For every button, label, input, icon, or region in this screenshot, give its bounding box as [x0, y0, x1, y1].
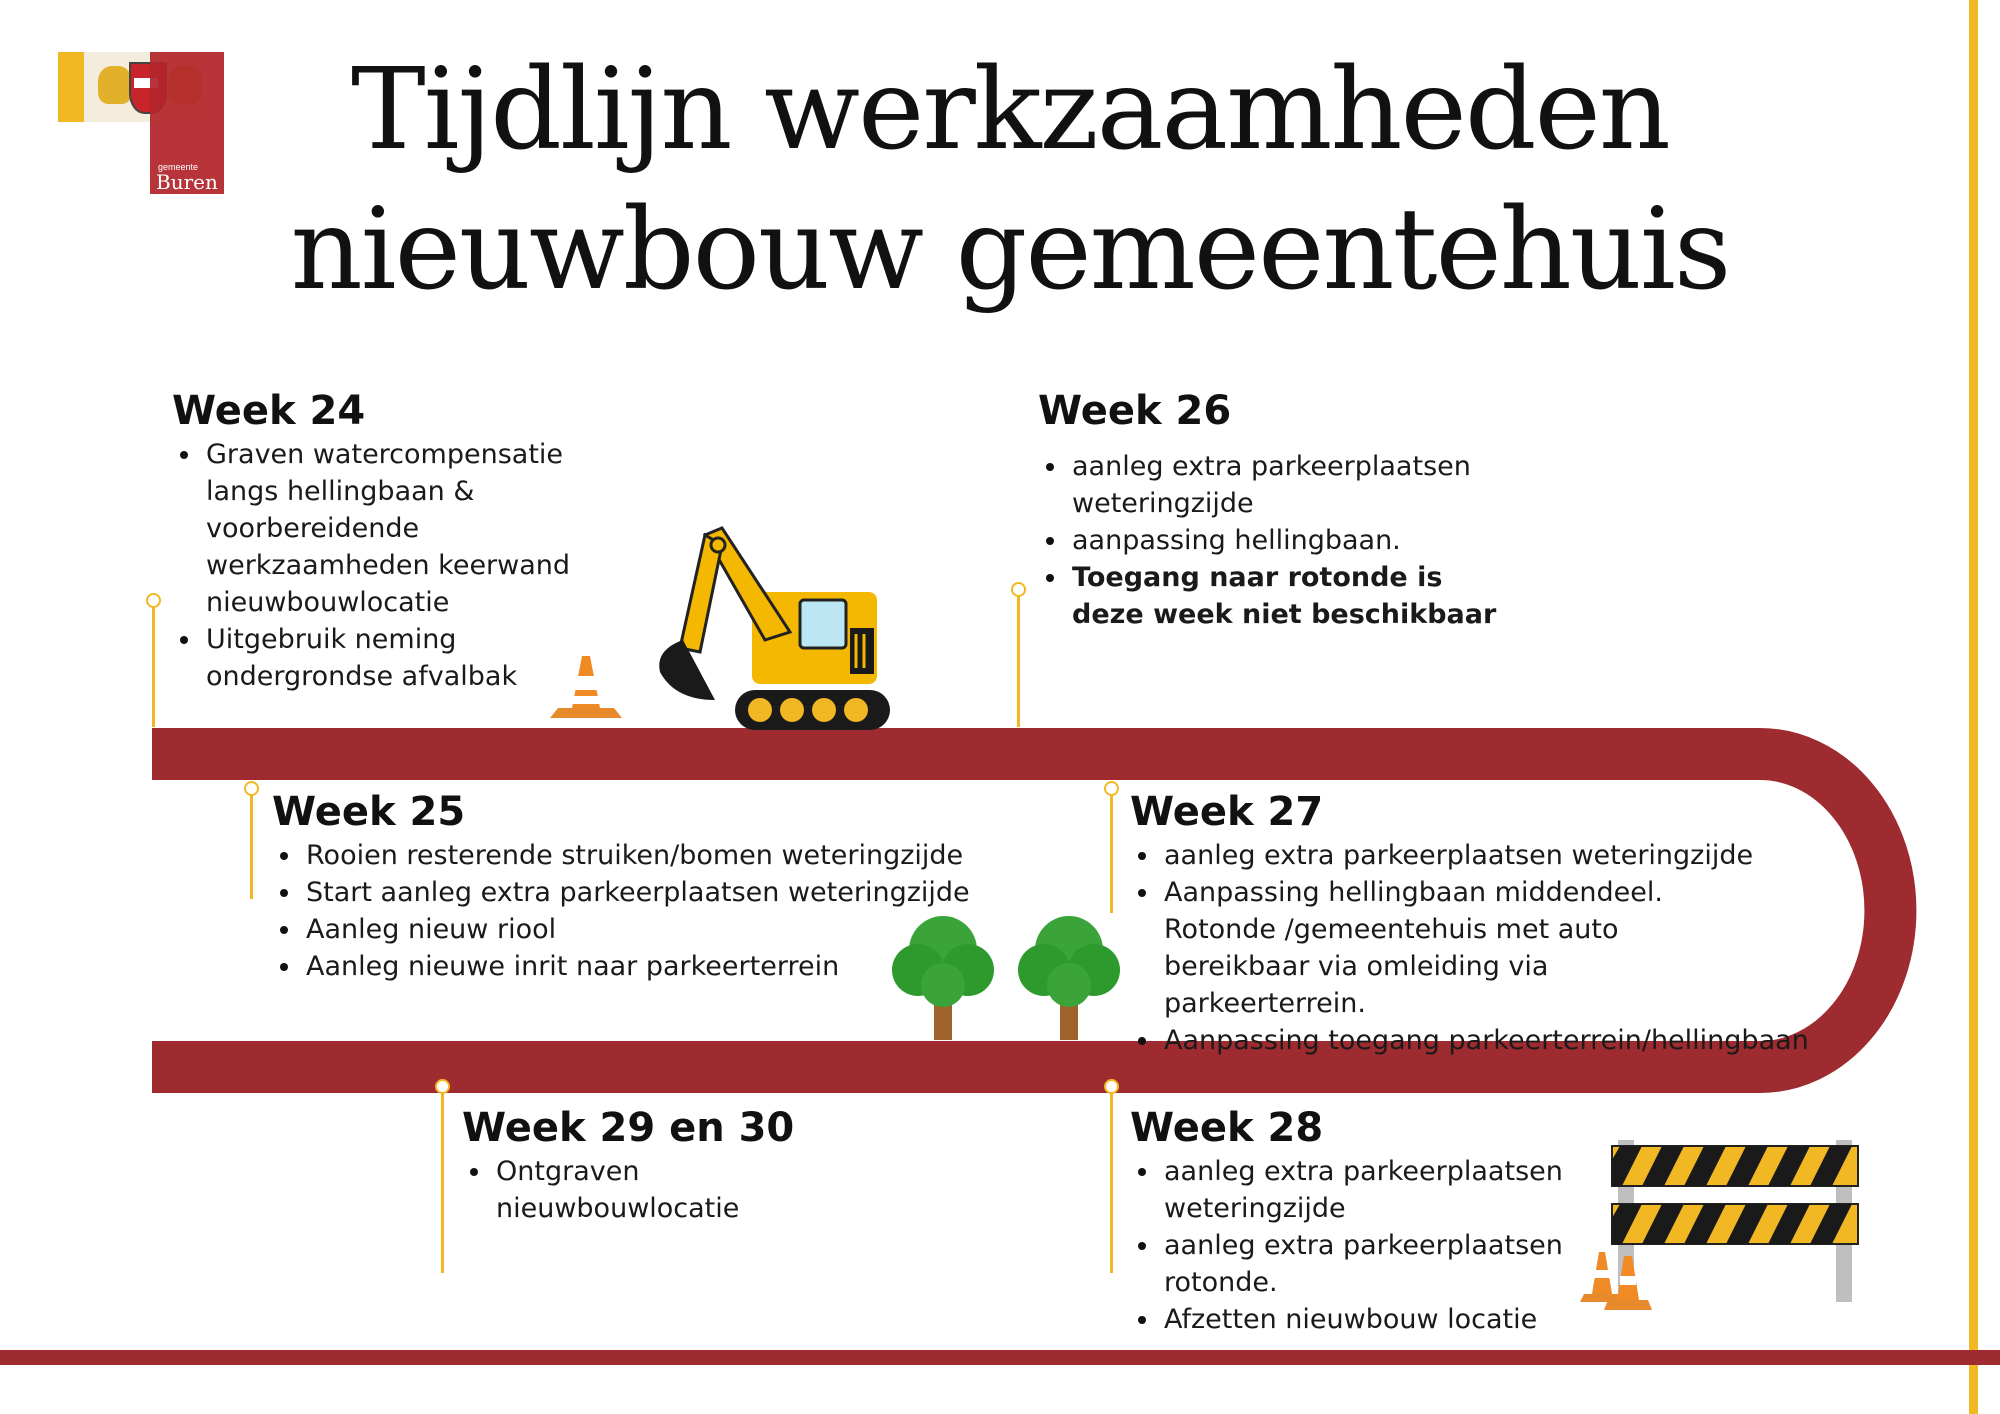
- list-item: Aanleg nieuw riool: [272, 911, 1032, 948]
- week-24-list: [172, 436, 592, 695]
- week-25-block: [272, 787, 1032, 985]
- title-line-2: nieuwbouw gemeentehuis: [290, 185, 1730, 315]
- list-item: Aanpassing toegang parkeerterrein/hellingbaan: [1130, 1022, 1850, 1059]
- list-item: Afzetten nieuwbouw locatie: [1130, 1301, 1590, 1338]
- week-26-heading: Week 26: [1038, 388, 1232, 434]
- week-28-block: [1130, 1103, 1590, 1338]
- week-26-block: [1038, 386, 1508, 633]
- list-item: Aanleg nieuwe inrit naar parkeerterrein: [272, 948, 1032, 985]
- week-28-heading: Week 28: [1130, 1105, 1324, 1151]
- right-accent-border: [1969, 0, 1978, 1414]
- list-item: aanleg extra parkeerplaatsen weteringzijde: [1130, 837, 1850, 874]
- week-24-heading: Week 24: [172, 388, 366, 434]
- timeline-pin-week-28: [1110, 1093, 1113, 1273]
- excavator-icon: [659, 528, 890, 730]
- list-item: Rooien resterende struiken/bomen weteringzijde: [272, 837, 1032, 874]
- timeline-pin-week-26: [1017, 596, 1020, 727]
- week-26-list: [1038, 448, 1508, 633]
- list-item: aanpassing hellingbaan.: [1038, 522, 1508, 559]
- list-item: Ontgraven nieuwbouwlocatie: [462, 1153, 736, 1227]
- list-item: Aanpassing hellingbaan middendeel. Rotonde /gemeentehuis met auto bereikbaar via omleiding via parkeerterrein.: [1130, 874, 1724, 1022]
- list-item: aanleg extra parkeerplaatsen weteringzijde: [1038, 448, 1508, 522]
- timeline-pin-week-29-30: [441, 1093, 444, 1273]
- logo-name: Buren: [156, 170, 218, 194]
- week-27-heading: Week 27: [1130, 789, 1324, 835]
- timeline-pin-week-27: [1110, 795, 1113, 913]
- page-title: [200, 40, 1820, 320]
- list-item: Uitgebruik neming ondergrondse afvalbak: [172, 621, 592, 695]
- week-29-30-heading: Week 29 en 30: [462, 1105, 795, 1151]
- week-28-list: [1130, 1153, 1590, 1338]
- tree-icon: [1018, 916, 1120, 1040]
- logo-yellow-band: [58, 52, 84, 122]
- logo-small-text: gemeente: [158, 162, 199, 172]
- bottom-border: [0, 1350, 2000, 1365]
- week-24-block: [172, 386, 592, 695]
- list-item-bold-notice: Toegang naar rotonde is deze week niet beschikbaar: [1038, 559, 1508, 633]
- week-27-block: [1130, 787, 1850, 1059]
- list-item: aanleg extra parkeerplaatsen rotonde.: [1130, 1227, 1584, 1301]
- week-29-30-block: [462, 1103, 802, 1227]
- timeline-pin-week-24: [152, 607, 155, 727]
- road-barrier-icon: [1612, 1140, 1858, 1302]
- week-25-list: [272, 837, 1032, 985]
- title-line-1: Tijdlijn werkzaamheden: [351, 45, 1669, 175]
- list-item: Start aanleg extra parkeerplaatsen weteringzijde: [272, 874, 1032, 911]
- week-27-list: [1130, 837, 1850, 1059]
- week-29-30-list: [462, 1153, 802, 1227]
- week-25-heading: Week 25: [272, 789, 466, 835]
- list-item: aanleg extra parkeerplaatsen weteringzijde: [1130, 1153, 1584, 1227]
- list-item: Graven watercompensatie langs hellingbaan & voorbereidende werkzaamheden keerwand nieuwbouwlocatie: [172, 436, 592, 621]
- traffic-cone-icon: [1604, 1256, 1652, 1310]
- timeline-pin-week-25: [250, 795, 253, 899]
